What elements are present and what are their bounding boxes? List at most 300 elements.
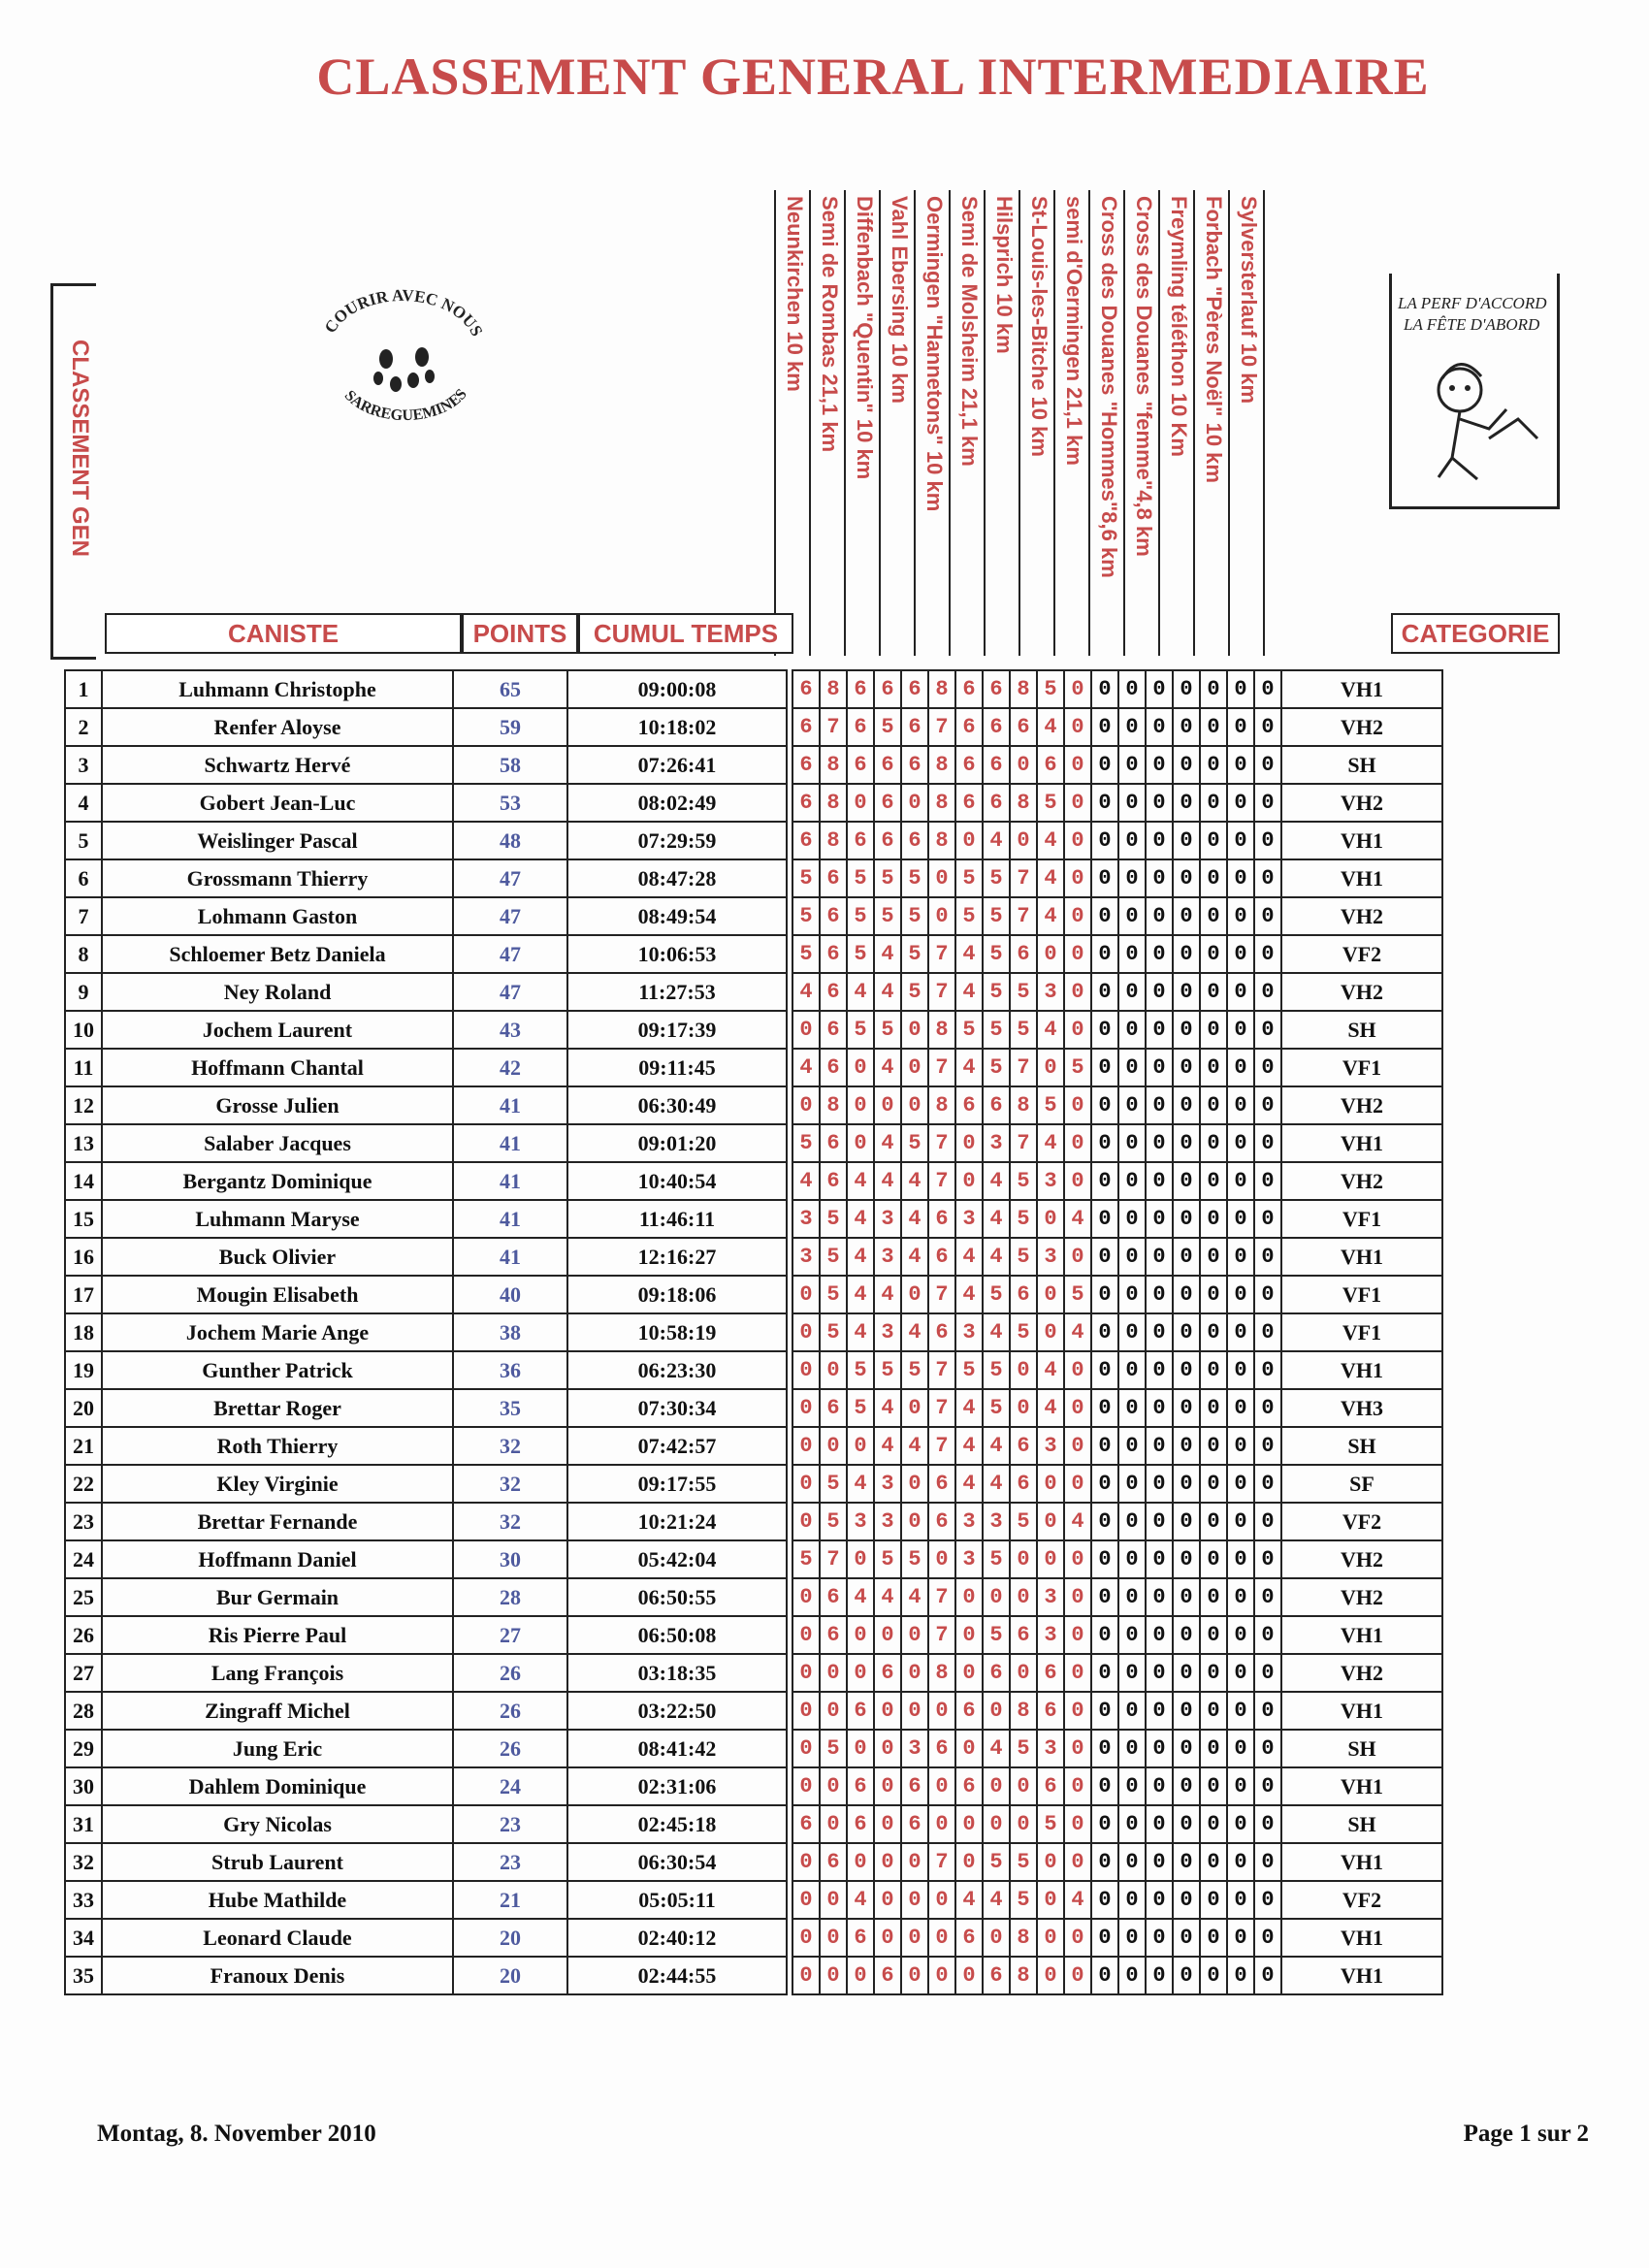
race-score: 0 <box>1118 1276 1146 1313</box>
race-score: 0 <box>955 1162 983 1200</box>
race-score: 0 <box>1200 1578 1227 1616</box>
race-score: 0 <box>1173 1881 1200 1919</box>
race-score: 0 <box>901 1654 928 1692</box>
race-score: 0 <box>1200 1086 1227 1124</box>
race-score: 0 <box>1118 784 1146 822</box>
race-score: 6 <box>928 1238 955 1276</box>
race-score: 5 <box>1037 1086 1064 1124</box>
category-cell: VH1 <box>1281 1767 1442 1805</box>
race-score: 6 <box>1010 935 1037 973</box>
race-score: 0 <box>1118 1389 1146 1427</box>
race-score: 5 <box>847 1011 874 1049</box>
race-score: 0 <box>901 1843 928 1881</box>
race-score: 0 <box>1227 1957 1254 1994</box>
race-score: 5 <box>983 1276 1010 1313</box>
race-score: 4 <box>1037 1124 1064 1162</box>
race-score: 0 <box>1173 1427 1200 1465</box>
race-score: 4 <box>955 973 983 1011</box>
race-score: 0 <box>1146 1616 1173 1654</box>
race-score: 7 <box>928 1276 955 1313</box>
race-score: 7 <box>928 1049 955 1086</box>
race-score: 5 <box>874 708 901 746</box>
race-score: 0 <box>1200 822 1227 859</box>
race-score: 0 <box>1118 1238 1146 1276</box>
race-score: 0 <box>1200 1957 1227 1994</box>
race-name: Cross des Douanes "Hommes"8,6 km <box>1097 196 1121 578</box>
race-score: 0 <box>1173 1957 1200 1994</box>
race-score: 0 <box>792 1654 820 1692</box>
race-name: Freymling téléthon 10 Km <box>1167 196 1191 457</box>
race-score: 0 <box>1200 1200 1227 1238</box>
race-score: 0 <box>1227 1086 1254 1124</box>
race-score: 0 <box>1091 1540 1118 1578</box>
race-score: 0 <box>1227 746 1254 784</box>
race-score: 0 <box>1146 1049 1173 1086</box>
race-score: 8 <box>928 1086 955 1124</box>
cumul-time-cell: 02:31:06 <box>567 1767 787 1805</box>
category-cell: VF1 <box>1281 1313 1442 1351</box>
race-score: 0 <box>983 1805 1010 1843</box>
rank-cell: 11 <box>65 1049 102 1086</box>
race-header <box>844 190 881 656</box>
race-score: 3 <box>955 1313 983 1351</box>
table-row <box>65 1654 1442 1692</box>
rank-cell: 32 <box>65 1843 102 1881</box>
race-score: 0 <box>1118 1427 1146 1465</box>
race-score: 0 <box>1254 1957 1281 1994</box>
race-score: 0 <box>1173 1805 1200 1843</box>
race-score: 6 <box>847 1919 874 1957</box>
race-score: 5 <box>1037 784 1064 822</box>
caniste-name: Leonard Claude <box>102 1919 453 1957</box>
race-score: 0 <box>955 1730 983 1767</box>
race-score: 6 <box>1010 1616 1037 1654</box>
race-score: 4 <box>901 1578 928 1616</box>
cumul-time-cell: 09:00:08 <box>567 670 787 708</box>
race-score: 6 <box>983 1957 1010 1994</box>
race-score: 0 <box>1254 1200 1281 1238</box>
race-score: 0 <box>1091 1313 1118 1351</box>
cumul-time-cell: 12:16:27 <box>567 1238 787 1276</box>
points-cell: 41 <box>453 1086 567 1124</box>
race-score: 0 <box>1227 1427 1254 1465</box>
race-score: 6 <box>820 1616 847 1654</box>
race-score: 0 <box>1254 1049 1281 1086</box>
race-score: 4 <box>983 1881 1010 1919</box>
race-score: 0 <box>901 1692 928 1730</box>
caniste-name: Jung Eric <box>102 1730 453 1767</box>
race-score: 0 <box>1173 1465 1200 1503</box>
table-row <box>65 670 1442 708</box>
race-score: 5 <box>983 1351 1010 1389</box>
race-score: 7 <box>1010 859 1037 897</box>
race-score: 0 <box>792 1730 820 1767</box>
caniste-name: Franoux Denis <box>102 1957 453 1994</box>
race-score: 0 <box>1146 1843 1173 1881</box>
race-name: Diffenbach "Quentin" 10 km <box>853 196 877 480</box>
race-score: 4 <box>874 935 901 973</box>
table-row <box>65 1692 1442 1730</box>
race-score: 0 <box>1200 1767 1227 1805</box>
race-name: Forbach "Pères Noël" 10 km <box>1202 196 1226 483</box>
race-score: 0 <box>901 1957 928 1994</box>
caniste-name: Weislinger Pascal <box>102 822 453 859</box>
race-score: 8 <box>1010 670 1037 708</box>
race-score: 8 <box>820 746 847 784</box>
cumul-time-cell: 06:30:49 <box>567 1086 787 1124</box>
race-score: 4 <box>874 1124 901 1162</box>
race-score: 0 <box>1091 1843 1118 1881</box>
race-score: 0 <box>1254 822 1281 859</box>
race-score: 5 <box>1010 973 1037 1011</box>
cumul-time-cell: 11:46:11 <box>567 1200 787 1238</box>
race-score: 0 <box>1254 1730 1281 1767</box>
race-score: 4 <box>955 935 983 973</box>
race-score: 5 <box>983 859 1010 897</box>
cumul-time-cell: 08:41:42 <box>567 1730 787 1767</box>
race-header <box>879 190 916 656</box>
race-score: 0 <box>1254 1843 1281 1881</box>
race-score: 0 <box>1064 1162 1091 1200</box>
race-score: 3 <box>792 1238 820 1276</box>
table-row <box>65 1276 1442 1313</box>
cumul-time-cell: 02:45:18 <box>567 1805 787 1843</box>
race-score: 0 <box>1227 897 1254 935</box>
race-score: 0 <box>1200 670 1227 708</box>
race-score: 0 <box>1091 1616 1118 1654</box>
rank-cell: 6 <box>65 859 102 897</box>
race-score: 0 <box>1118 1503 1146 1540</box>
race-score: 0 <box>1227 1162 1254 1200</box>
race-score: 0 <box>1254 1503 1281 1540</box>
race-score: 0 <box>901 1276 928 1313</box>
race-score: 6 <box>820 897 847 935</box>
race-score: 0 <box>1064 1730 1091 1767</box>
race-score: 6 <box>901 822 928 859</box>
cumul-time-cell: 11:27:53 <box>567 973 787 1011</box>
caniste-name: Bur Germain <box>102 1578 453 1616</box>
race-score: 3 <box>983 1503 1010 1540</box>
rank-cell: 1 <box>65 670 102 708</box>
rank-cell: 26 <box>65 1616 102 1654</box>
cumul-time-cell: 02:44:55 <box>567 1957 787 1994</box>
race-score: 0 <box>1146 1730 1173 1767</box>
points-cell: 41 <box>453 1162 567 1200</box>
race-score: 6 <box>901 670 928 708</box>
race-score: 5 <box>1010 1730 1037 1767</box>
race-score: 0 <box>1254 670 1281 708</box>
race-score: 0 <box>1091 708 1118 746</box>
race-score: 0 <box>1091 1427 1118 1465</box>
race-score: 3 <box>983 1124 1010 1162</box>
race-score: 8 <box>1010 1957 1037 1994</box>
race-score: 5 <box>1010 1200 1037 1238</box>
category-cell: VH2 <box>1281 1086 1442 1124</box>
rank-cell: 31 <box>65 1805 102 1843</box>
race-score: 5 <box>847 859 874 897</box>
race-score: 0 <box>1091 1086 1118 1124</box>
caniste-name: Ney Roland <box>102 973 453 1011</box>
race-score: 8 <box>928 784 955 822</box>
race-score: 8 <box>1010 1919 1037 1957</box>
rank-cell: 4 <box>65 784 102 822</box>
race-score: 6 <box>874 1654 901 1692</box>
race-score: 0 <box>1118 1616 1146 1654</box>
race-score: 0 <box>1146 1465 1173 1503</box>
race-score: 0 <box>1118 1843 1146 1881</box>
race-score: 4 <box>1064 1313 1091 1351</box>
race-name: Vahl Ebersing 10 km <box>888 196 912 404</box>
race-score: 6 <box>983 1086 1010 1124</box>
category-cell: VH1 <box>1281 1843 1442 1881</box>
points-cell: 38 <box>453 1313 567 1351</box>
race-score: 0 <box>901 1881 928 1919</box>
race-score: 6 <box>874 822 901 859</box>
race-score: 5 <box>955 1011 983 1049</box>
race-score: 0 <box>847 1843 874 1881</box>
race-score: 5 <box>1064 1049 1091 1086</box>
race-name: semi d'Oermingen 21,1 km <box>1062 196 1086 466</box>
category-cell: VH2 <box>1281 1654 1442 1692</box>
race-score: 7 <box>928 1351 955 1389</box>
points-cell: 40 <box>453 1276 567 1313</box>
cumul-time-cell: 06:23:30 <box>567 1351 787 1389</box>
rank-cell: 9 <box>65 973 102 1011</box>
race-score: 0 <box>1118 822 1146 859</box>
points-cell: 32 <box>453 1465 567 1503</box>
cumul-time-cell: 02:40:12 <box>567 1919 787 1957</box>
race-score: 0 <box>1064 859 1091 897</box>
race-score: 0 <box>955 1124 983 1162</box>
race-score: 4 <box>874 1389 901 1427</box>
race-score: 6 <box>820 1124 847 1162</box>
race-score: 0 <box>792 1767 820 1805</box>
race-score: 4 <box>901 1427 928 1465</box>
cumul-time-cell: 07:29:59 <box>567 822 787 859</box>
table-row <box>65 1805 1442 1843</box>
points-cell: 21 <box>453 1881 567 1919</box>
race-score: 0 <box>1200 1427 1227 1465</box>
race-score: 0 <box>1200 1049 1227 1086</box>
caniste-name: Ris Pierre Paul <box>102 1616 453 1654</box>
caniste-name: Jochem Marie Ange <box>102 1313 453 1351</box>
rank-cell: 27 <box>65 1654 102 1692</box>
race-score: 0 <box>1091 784 1118 822</box>
race-score: 0 <box>1091 1767 1118 1805</box>
race-score: 0 <box>1118 859 1146 897</box>
cumul-time-cell: 08:47:28 <box>567 859 787 897</box>
race-score: 6 <box>874 670 901 708</box>
race-score: 0 <box>1227 670 1254 708</box>
caniste-name: Hoffmann Daniel <box>102 1540 453 1578</box>
rank-cell: 3 <box>65 746 102 784</box>
race-score: 8 <box>1010 1086 1037 1124</box>
race-score: 0 <box>847 1427 874 1465</box>
race-score: 5 <box>874 859 901 897</box>
race-score: 0 <box>1254 1276 1281 1313</box>
race-score: 4 <box>1064 1881 1091 1919</box>
caniste-name: Luhmann Christophe <box>102 670 453 708</box>
race-score: 0 <box>1146 746 1173 784</box>
race-score: 6 <box>955 784 983 822</box>
race-score: 7 <box>820 708 847 746</box>
race-score: 6 <box>955 708 983 746</box>
race-score: 5 <box>983 1616 1010 1654</box>
table-row <box>65 1730 1442 1767</box>
race-score: 0 <box>1037 1843 1064 1881</box>
race-score: 0 <box>1200 1503 1227 1540</box>
race-score: 6 <box>1010 1276 1037 1313</box>
table-row <box>65 1503 1442 1540</box>
race-score: 0 <box>1091 822 1118 859</box>
race-score: 3 <box>1037 1616 1064 1654</box>
race-score: 0 <box>1010 1767 1037 1805</box>
race-score: 0 <box>1091 935 1118 973</box>
race-score: 6 <box>983 784 1010 822</box>
race-score: 5 <box>1010 1162 1037 1200</box>
race-score: 4 <box>1037 897 1064 935</box>
table-row <box>65 1427 1442 1465</box>
race-score: 0 <box>1173 1578 1200 1616</box>
race-score: 0 <box>1091 859 1118 897</box>
race-score: 7 <box>928 1124 955 1162</box>
race-score: 0 <box>1227 1654 1254 1692</box>
caniste-name: Kley Virginie <box>102 1465 453 1503</box>
rank-cell: 7 <box>65 897 102 935</box>
race-score: 4 <box>847 973 874 1011</box>
race-score: 0 <box>1254 1351 1281 1389</box>
race-score: 0 <box>1200 1730 1227 1767</box>
race-score: 5 <box>983 973 1010 1011</box>
race-score: 0 <box>1227 1124 1254 1162</box>
table-row <box>65 1011 1442 1049</box>
race-score: 0 <box>901 1086 928 1124</box>
race-header <box>774 190 811 656</box>
race-score: 0 <box>1064 708 1091 746</box>
caniste-header: CANISTE <box>105 613 462 654</box>
caniste-name: Grosse Julien <box>102 1086 453 1124</box>
race-score: 0 <box>1227 1616 1254 1654</box>
rank-cell: 28 <box>65 1692 102 1730</box>
race-score: 0 <box>1118 1086 1146 1124</box>
race-score: 0 <box>1200 1011 1227 1049</box>
race-score: 0 <box>792 1578 820 1616</box>
race-score: 0 <box>1173 1162 1200 1200</box>
race-score: 0 <box>820 1957 847 1994</box>
race-score: 0 <box>1254 1540 1281 1578</box>
race-name: Cross des Douanes "femme"4,8 km <box>1132 196 1156 557</box>
race-score: 0 <box>1091 746 1118 784</box>
table-row <box>65 708 1442 746</box>
race-score: 0 <box>792 1692 820 1730</box>
category-cell: VH3 <box>1281 1389 1442 1427</box>
cumul-time-cell: 08:49:54 <box>567 897 787 935</box>
race-score: 0 <box>1200 784 1227 822</box>
race-score: 5 <box>847 935 874 973</box>
table-row <box>65 1124 1442 1162</box>
cumul-time-cell: 09:18:06 <box>567 1276 787 1313</box>
points-cell: 58 <box>453 746 567 784</box>
race-score: 4 <box>1037 859 1064 897</box>
race-score: 0 <box>1118 1049 1146 1086</box>
race-score: 0 <box>1064 1540 1091 1578</box>
rank-cell: 35 <box>65 1957 102 1994</box>
race-score: 0 <box>1064 897 1091 935</box>
category-cell: SH <box>1281 1011 1442 1049</box>
race-score: 0 <box>1064 1616 1091 1654</box>
rank-cell: 16 <box>65 1238 102 1276</box>
race-score: 0 <box>1064 746 1091 784</box>
table-row <box>65 1578 1442 1616</box>
race-score: 0 <box>1146 670 1173 708</box>
race-score: 0 <box>1227 1465 1254 1503</box>
race-score: 0 <box>901 1919 928 1957</box>
race-header <box>809 190 846 656</box>
rank-cell: 10 <box>65 1011 102 1049</box>
race-score: 6 <box>820 1011 847 1049</box>
race-score: 0 <box>1091 1276 1118 1313</box>
race-score: 0 <box>1227 822 1254 859</box>
race-score: 0 <box>1227 1351 1254 1389</box>
race-score: 0 <box>1173 746 1200 784</box>
rank-cell: 23 <box>65 1503 102 1540</box>
ranking-table <box>64 669 1443 1995</box>
race-score: 7 <box>928 1843 955 1881</box>
race-score: 6 <box>847 670 874 708</box>
race-score: 0 <box>1091 973 1118 1011</box>
race-score: 6 <box>901 708 928 746</box>
cumul-time-cell: 07:30:34 <box>567 1389 787 1427</box>
cumul-time-cell: 09:17:55 <box>567 1465 787 1503</box>
race-score: 5 <box>874 1351 901 1389</box>
race-score: 0 <box>1010 1351 1037 1389</box>
rank-cell: 13 <box>65 1124 102 1162</box>
race-score: 3 <box>874 1503 901 1540</box>
race-score: 6 <box>983 1654 1010 1692</box>
race-score: 0 <box>1200 1238 1227 1276</box>
race-score: 4 <box>983 1730 1010 1767</box>
race-score: 0 <box>1173 1086 1200 1124</box>
race-score: 0 <box>792 1465 820 1503</box>
race-score: 5 <box>901 935 928 973</box>
category-cell: VH2 <box>1281 1540 1442 1578</box>
race-score: 6 <box>874 746 901 784</box>
race-score: 0 <box>1118 1162 1146 1200</box>
race-score: 8 <box>928 1654 955 1692</box>
points-cell: 36 <box>453 1351 567 1389</box>
race-score: 6 <box>983 708 1010 746</box>
rank-cell: 2 <box>65 708 102 746</box>
race-score: 0 <box>1227 1389 1254 1427</box>
race-score: 7 <box>928 1162 955 1200</box>
race-score: 0 <box>820 1692 847 1730</box>
race-score: 7 <box>820 1540 847 1578</box>
race-score: 0 <box>847 1540 874 1578</box>
race-score: 0 <box>792 1313 820 1351</box>
race-score: 0 <box>1227 784 1254 822</box>
race-score: 7 <box>928 1389 955 1427</box>
race-score: 0 <box>874 1881 901 1919</box>
race-score: 0 <box>955 822 983 859</box>
category-cell: VF1 <box>1281 1049 1442 1086</box>
race-score: 0 <box>1037 1276 1064 1313</box>
race-score: 0 <box>1227 1730 1254 1767</box>
race-score: 3 <box>874 1238 901 1276</box>
table-row <box>65 1616 1442 1654</box>
race-score: 0 <box>955 1805 983 1843</box>
race-score: 0 <box>1173 1389 1200 1427</box>
race-score: 0 <box>1173 1730 1200 1767</box>
